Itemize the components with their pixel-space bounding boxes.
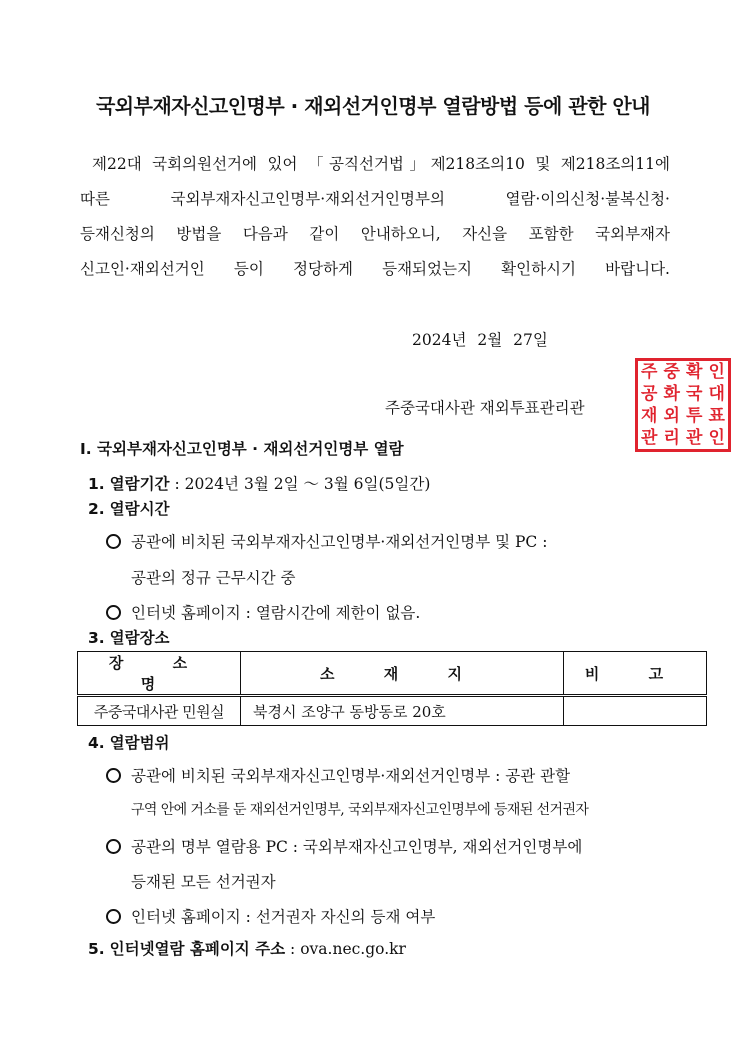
circle-bullet-icon bbox=[106, 534, 121, 549]
circle-bullet-icon bbox=[106, 909, 121, 924]
item-number: 1. bbox=[88, 475, 105, 493]
item-label: 열람기간 bbox=[109, 475, 170, 493]
seal-glyph: 재 bbox=[641, 405, 658, 426]
item-label: 열람장소 bbox=[109, 629, 170, 647]
table-row bbox=[78, 696, 707, 726]
bullet-item bbox=[106, 764, 570, 786]
seal-glyph: 관 bbox=[686, 427, 703, 448]
bullet-item bbox=[106, 530, 547, 552]
item-number: 3. bbox=[88, 629, 105, 647]
bullet-text: 공관의 명부 열람용 PC : 국외부재자신고인명부, 재외선거인명부에 bbox=[131, 838, 583, 856]
homepage-url: : ova.nec.go.kr bbox=[285, 940, 406, 958]
circle-bullet-icon bbox=[106, 839, 121, 854]
location-table bbox=[77, 651, 707, 726]
table-cell: 주중국대사관 민원실 bbox=[78, 696, 241, 726]
section-heading: Ⅰ. 국외부재자신고인명부 · 재외선거인명부 열람 bbox=[80, 440, 404, 458]
signer-name: 주중국대사관 재외투표관리관 bbox=[385, 399, 585, 417]
bullet-text: 공관에 비치된 국외부재자신고인명부·재외선거인명부 및 PC : bbox=[131, 533, 548, 551]
seal-glyph: 관 bbox=[641, 427, 658, 448]
bullet-continuation: 구역 안에 거소를 둔 재외선거인명부, 국외부재자신고인명부에 등재된 선거권자 bbox=[131, 802, 589, 818]
seal-glyph: 공 bbox=[641, 383, 658, 404]
circle-bullet-icon bbox=[106, 768, 121, 783]
intro-line: 등재신청의 방법을 다음과 같이 안내하오니, 자신을 포함한 국외부재자 bbox=[80, 225, 670, 243]
bullet-text: 인터넷 홈페이지 : 열람시간에 제한이 없음. bbox=[131, 604, 421, 622]
seal-glyph: 화 bbox=[663, 383, 680, 404]
bullet-item bbox=[106, 601, 420, 623]
seal-glyph: 외 bbox=[663, 405, 680, 426]
official-seal-stamp bbox=[635, 358, 731, 452]
bullet-continuation: 공관의 정규 근무시간 중 bbox=[131, 569, 296, 587]
bullet-text: 인터넷 홈페이지 : 선거권자 자신의 등재 여부 bbox=[131, 908, 436, 926]
document-date: 2024년 2월 27일 bbox=[412, 331, 548, 349]
intro-line: 제22대 국회의원선거에 있어 「공직선거법」제218조의10 및 제218조의11에 bbox=[92, 155, 670, 173]
table-cell: 북경시 조양구 동방동로 20호 bbox=[241, 696, 564, 726]
item-viewing-hours bbox=[88, 497, 170, 519]
item-viewing-place bbox=[88, 626, 170, 648]
seal-glyph: 리 bbox=[663, 427, 680, 448]
intro-line: 따른 국외부재자신고인명부·재외선거인명부의 열람·이의신청·불복신청· bbox=[80, 190, 670, 208]
item-homepage-address bbox=[88, 937, 406, 959]
table-header: 장 소 명 bbox=[78, 652, 241, 696]
bullet-continuation: 등재된 모든 선거권자 bbox=[131, 873, 276, 891]
intro-line: 신고인·재외선거인 등이 정당하게 등재되었는지 확인하시기 바랍니다. bbox=[80, 260, 670, 278]
item-value: : 2024년 3월 2일 ～ 3월 6일(5일간) bbox=[169, 475, 431, 493]
seal-glyph: 인 bbox=[708, 427, 725, 448]
table-header-row bbox=[78, 652, 707, 696]
item-label: 열람시간 bbox=[109, 500, 170, 518]
document-title: 국외부재자신고인명부 · 재외선거인명부 열람방법 등에 관한 안내 bbox=[95, 94, 650, 118]
item-viewing-scope bbox=[88, 731, 170, 753]
item-number: 2. bbox=[88, 500, 105, 518]
item-number: 5. bbox=[88, 940, 105, 958]
item-label: 인터넷열람 홈페이지 주소 bbox=[109, 940, 286, 958]
item-label: 열람범위 bbox=[109, 734, 170, 752]
seal-glyph: 확 bbox=[686, 361, 703, 382]
bullet-item bbox=[106, 835, 582, 857]
seal-glyph: 인 bbox=[708, 361, 725, 382]
seal-glyph: 주 bbox=[641, 361, 658, 382]
item-viewing-period bbox=[88, 472, 430, 494]
bullet-item bbox=[106, 905, 435, 927]
circle-bullet-icon bbox=[106, 605, 121, 620]
seal-glyph: 투 bbox=[686, 405, 703, 426]
seal-glyph: 대 bbox=[708, 383, 725, 404]
seal-glyph: 표 bbox=[708, 405, 725, 426]
seal-glyph: 국 bbox=[686, 383, 703, 404]
item-number: 4. bbox=[88, 734, 105, 752]
table-header: 비 고 bbox=[564, 652, 707, 696]
table-header: 소 재 지 bbox=[241, 652, 564, 696]
table-cell bbox=[564, 696, 707, 726]
bullet-text: 공관에 비치된 국외부재자신고인명부·재외선거인명부 : 공관 관할 bbox=[131, 767, 571, 785]
seal-glyph: 중 bbox=[663, 361, 680, 382]
